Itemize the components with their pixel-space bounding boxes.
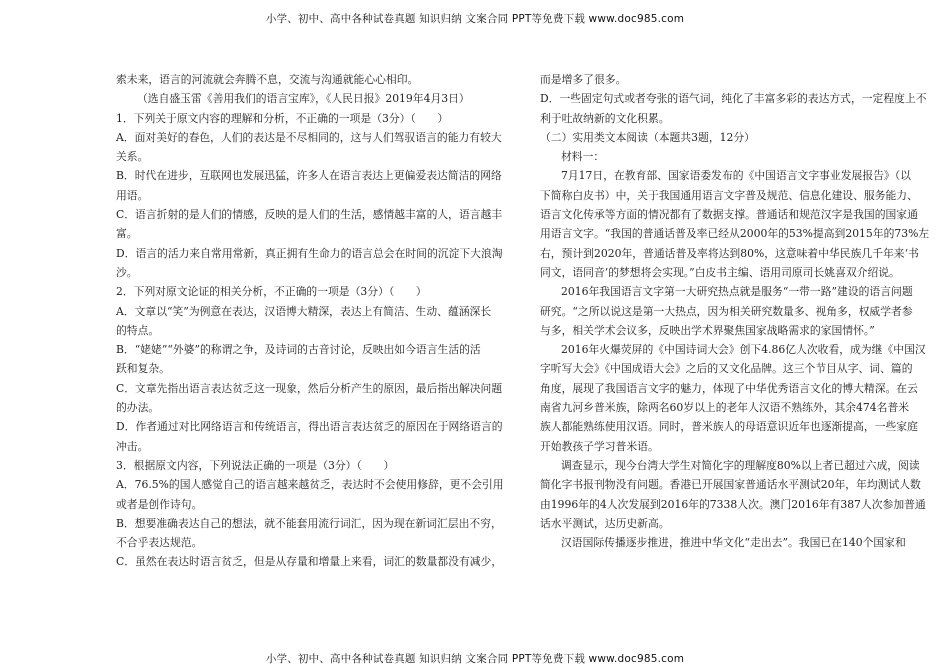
text-line: B．时代在进步，互联网也发展迅猛，许多人在语言表达上更偏爱表达简洁的网络 [116, 169, 502, 183]
right-column [540, 70, 930, 552]
text-line: A．面对美好的春色，人们的表达是不尽相同的，这与人们驾驭语言的能力有较大 [116, 130, 502, 144]
text-line: D．作者通过对比网络语言和传统语言，得出语言表达贫乏的原因在于网络语言的 [116, 420, 503, 434]
text-line: C．文章先指出语言表达贫乏这一现象，然后分析产生的原因，最后指出解决问题 [116, 381, 503, 395]
text-line: 研究。“之所以说这是第一大热点，因为相关研究数量多、视角多，权威学者参 [540, 304, 913, 318]
text-line: 用语。 [116, 188, 149, 202]
text-line: B．想要准确表达自己的想法，就不能套用流行词汇，因为现在新词汇层出不穷， [116, 516, 502, 530]
text-line: 2．下列对原文论证的相关分析，不正确的一项是（3分）（ ） [116, 285, 427, 299]
text-line: 冲击。 [116, 439, 149, 453]
text-line: B．“姥姥”“外婆”的称谓之争，及诗词的古音讨论，反映出如今语言生活的活 [116, 343, 481, 357]
text-line: 2016年火爆荧屏的《中国诗词大会》创下4.86亿人次收看，成为继《中国汉 [561, 343, 926, 357]
page-header: 小学、初中、高中各种试卷真题 知识归纳 文案合同 PPT等免费下载 www.doc985.com [265, 13, 685, 25]
left-column [116, 70, 504, 572]
text-line: （选自盛玉雷《善用我们的语言宝库》，《人民日报》2019年4月3日） [137, 92, 470, 106]
text-line: 下简称白皮书）中，关于我国通用语言文字普及规范、信息化建设、服务能力、 [540, 188, 918, 202]
text-line: 角度，展现了我国语言文字的魅力，体现了中华优秀语言文化的博大精深。在云 [540, 381, 918, 395]
text-line: 利于吐故纳新的文化积累。 [540, 111, 670, 125]
text-line: 的办法。 [116, 401, 160, 415]
text-line: 简化字书报刊物没有问题。香港已开展国家普通话水平测试20年，年均测试人数 [540, 478, 921, 492]
text-line: 话水平测试，达历史新高。 [540, 516, 670, 530]
text-line: 开始教孩子学习普米语。 [540, 439, 659, 453]
text-line: 3．根据原文内容，下列说法正确的一项是（3分）（ ） [116, 458, 395, 472]
text-line: 南省九河乡普米族，除两名60岁以上的老年人汉语不熟练外，其余474名普米 [540, 401, 910, 415]
text-line: 族人都能熟练使用汉语。同时，普米族人的母语意识近年也逐渐提高，一些家庭 [540, 420, 918, 434]
text-line: D．语言的活力来自常用常新，真正拥有生命力的语言总会在时间的沉淀下大浪淘 [116, 246, 503, 260]
text-line: A．文章以“笑”为例意在表达，汉语博大精深，表达上有简洁、生动、蕴涵深长 [116, 304, 492, 318]
text-line: （二）实用类文本阅读（本题共3题，12分） [540, 130, 755, 144]
text-line: 索未来，语言的河流就会奔腾不息，交流与沟通就能心心相印。 [116, 73, 419, 86]
text-line: 1．下列关于原文内容的理解和分析，不正确的一项是（3分）（ ） [116, 111, 449, 125]
text-line: 跃和复杂。 [116, 362, 170, 376]
text-line: C．虽然在表达时语言贫乏，但是从存量和增量上来看，词汇的数量都没有减少， [116, 555, 503, 569]
text-line: 2016年我国语言文字第一大研究热点就是服务“一带一路”建设的语言问题 [561, 285, 913, 299]
text-line: 7月17日，在教育部、国家语委发布的《中国语言文字事业发展报告》（以 [561, 169, 911, 183]
text-line: 沙。 [116, 265, 138, 279]
text-line: 同文，语同音’的梦想将会实现。”白皮书主编、语用司原司长姚喜双介绍说。 [540, 265, 900, 279]
text-line: 调查显示，现今台湾大学生对简化字的理解度80%以上者已超过六成，阅读 [561, 458, 920, 472]
text-line: D．一些固定句式或者夸张的语气词，纯化了丰富多彩的表达方式，一定程度上不 [540, 92, 927, 106]
text-line: 富。 [116, 227, 138, 241]
text-line: 的特点。 [116, 323, 160, 337]
text-line: 关系。 [116, 150, 149, 164]
text-line: 语言文化传承等方面的情况都有了数据支撑。普通话和规范汉字是我国的国家通 [540, 208, 918, 222]
text-line: 材料一： [561, 150, 605, 164]
text-line: 字听写大会》《中国成语大会》之后的又文化品牌。这三个节目从字、词、篇的 [540, 362, 913, 376]
text-line: 汉语国际传播逐步推进，推进中华文化“走出去”。我国已在140个国家和 [561, 536, 906, 550]
text-line: A．76.5%的国人感觉自己的语言越来越贫乏，表达时不会使用修辞，更不会引用 [116, 478, 504, 492]
text-line: 由1996年的4人次发展到2016年的7338人次。澳门2016年有387人次参加普通 [540, 497, 926, 511]
text-line: 或者是创作诗句。 [116, 497, 203, 511]
page-footer: 小学、初中、高中各种试卷真题 知识归纳 文案合同 PPT等免费下载 www.doc985.com [265, 653, 685, 665]
text-line: 与多，相关学术会议多，反映出学术界聚焦国家战略需求的家国情怀。” [540, 323, 875, 337]
text-line: C．语言折射的是人们的情感，反映的是人们的生活，感情越丰富的人，语言越丰 [116, 208, 503, 222]
text-line: 而是增多了很多。 [540, 73, 627, 86]
text-line: 不合乎表达规范。 [116, 536, 203, 550]
text-line: 右，预计到2020年，普通话普及率将达到80%，这意味着中华民族几千年来‘书 [540, 246, 919, 260]
text-line: 用语言文字。“我国的普通话普及率已经从2000年的53%提高到2015年的73%左 [540, 227, 930, 241]
